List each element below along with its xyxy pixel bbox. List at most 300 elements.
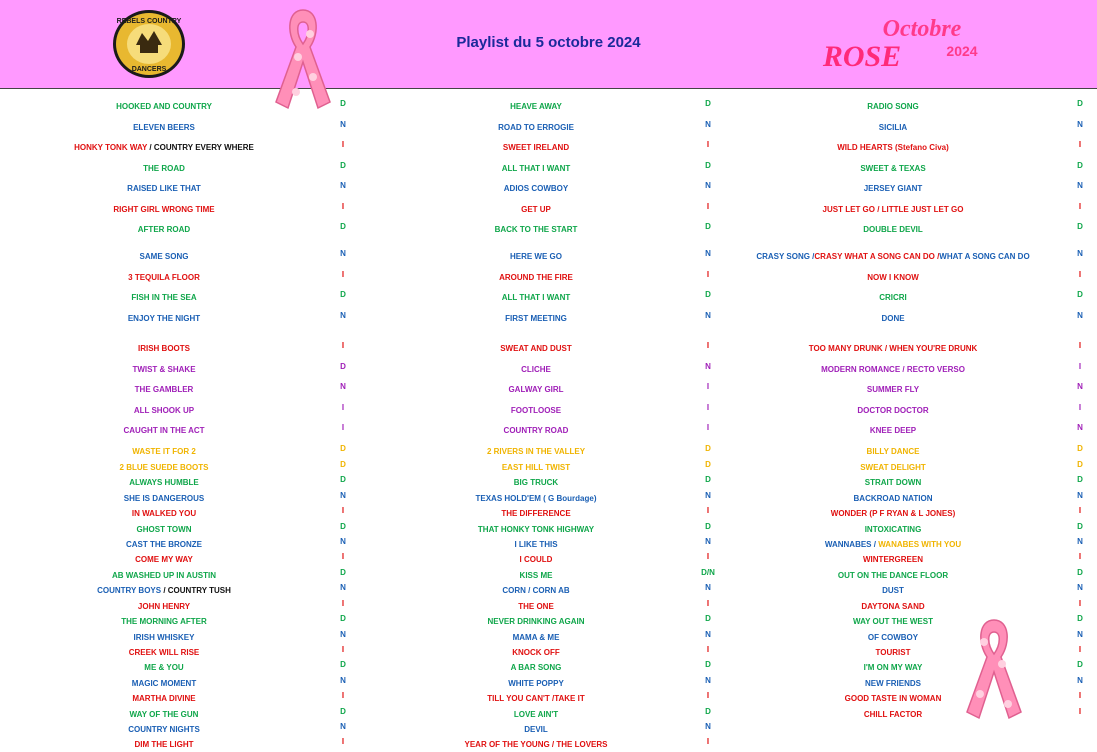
dance-title-col3 bbox=[740, 424, 1046, 438]
playlist-row bbox=[0, 584, 1097, 598]
dance-title-segment: INTOXICATING bbox=[864, 525, 922, 534]
dance-title-segment: MODERN ROMANCE / RECTO VERSO bbox=[821, 365, 965, 374]
dance-title-segment: GHOST TOWN bbox=[136, 525, 192, 534]
dance-title-segment: THE GAMBLER bbox=[134, 385, 194, 394]
level-badge-col3: N bbox=[1077, 120, 1083, 129]
level-badge-col2: N bbox=[705, 722, 711, 731]
dance-title-col1 bbox=[40, 461, 288, 475]
dance-title-segment: ALL THAT I WANT bbox=[501, 164, 571, 173]
level-badge-col3: I bbox=[1078, 691, 1082, 700]
dance-title-segment: COUNTRY NIGHTS bbox=[128, 725, 200, 734]
level-badge-col3: D bbox=[1077, 460, 1083, 469]
dance-title-col1 bbox=[40, 162, 288, 176]
playlist-row bbox=[0, 692, 1097, 706]
level-badge-col1: I bbox=[341, 140, 345, 149]
dance-title-segment: FISH IN THE SEA bbox=[131, 293, 197, 302]
dance-title-col1 bbox=[40, 723, 288, 737]
dance-title-segment: WONDER (P F RYAN & L JONES) bbox=[830, 509, 956, 518]
dance-title-segment: SWEAT DELIGHT bbox=[860, 463, 926, 472]
level-badge-col3: I bbox=[1078, 599, 1082, 608]
level-badge-col2: N bbox=[705, 311, 711, 320]
dance-title-segment: THAT HONKY TONK HIGHWAY bbox=[477, 525, 595, 534]
level-badge-col1: N bbox=[340, 676, 346, 685]
level-badge-col1: I bbox=[341, 645, 345, 654]
level-badge-col2: D bbox=[705, 522, 711, 531]
dance-title-col3 bbox=[740, 182, 1046, 196]
dance-title-col3 bbox=[740, 100, 1046, 114]
dance-title-segment: HERE WE GO bbox=[509, 252, 562, 261]
level-badge-col2: N bbox=[705, 181, 711, 190]
dance-title-segment: GOOD TASTE IN WOMAN bbox=[844, 694, 942, 703]
dance-title-segment: ELEVEN BEERS bbox=[133, 123, 195, 132]
svg-text:2024: 2024 bbox=[946, 43, 978, 59]
level-badge-col1: N bbox=[340, 583, 346, 592]
level-badge-col3: N bbox=[1077, 311, 1083, 320]
level-badge-col1: I bbox=[341, 341, 345, 350]
level-badge-col2: N bbox=[705, 491, 711, 500]
dance-title-segment: BILLY DANCE bbox=[866, 447, 920, 456]
dance-title-segment: WHAT A SONG CAN DO bbox=[939, 252, 1030, 261]
dance-title-col3 bbox=[740, 523, 1046, 537]
level-badge-col3: D bbox=[1077, 290, 1083, 299]
playlist-row bbox=[0, 424, 1097, 438]
dance-title-segment: ME & YOU bbox=[144, 663, 184, 672]
level-badge-col2: D bbox=[705, 290, 711, 299]
dance-title-col2 bbox=[405, 615, 667, 629]
dance-title-col1 bbox=[40, 223, 288, 237]
dance-title-segment: AB WASHED UP IN AUSTIN bbox=[111, 571, 216, 580]
dance-title-col1 bbox=[40, 342, 288, 356]
dance-title-col2 bbox=[405, 404, 667, 418]
level-badge-col2: D bbox=[705, 99, 711, 108]
level-badge-col2: I bbox=[706, 599, 710, 608]
dance-title-segment: YEAR OF THE YOUNG / THE LOVERS bbox=[464, 740, 608, 749]
level-badge-col1: I bbox=[341, 423, 345, 432]
playlist-row bbox=[0, 182, 1097, 196]
dance-title-col2 bbox=[405, 677, 667, 691]
dance-title-col2 bbox=[405, 182, 667, 196]
playlist-row bbox=[0, 203, 1097, 217]
playlist-row bbox=[0, 342, 1097, 356]
dance-title-segment: CORN / CORN AB bbox=[502, 586, 570, 595]
dance-title-col1 bbox=[40, 553, 288, 567]
level-badge-col3: D bbox=[1077, 444, 1083, 453]
level-badge-col2: I bbox=[706, 423, 710, 432]
level-badge-col3: N bbox=[1077, 676, 1083, 685]
level-badge-col3: I bbox=[1078, 202, 1082, 211]
level-badge-col3: I bbox=[1078, 707, 1082, 716]
dance-title-col2 bbox=[405, 569, 667, 583]
dance-title-segment: AFTER ROAD bbox=[137, 225, 191, 234]
dance-title-col1 bbox=[40, 291, 288, 305]
dance-title-segment: / COUNTRY EVERY WHERE bbox=[147, 143, 254, 152]
dance-title-col2 bbox=[405, 383, 667, 397]
dance-title-segment: CHILL FACTOR bbox=[863, 710, 923, 719]
dance-title-col2 bbox=[405, 162, 667, 176]
dance-title-col2 bbox=[405, 492, 667, 506]
dance-title-segment: FIRST MEETING bbox=[505, 314, 567, 323]
dance-title-segment: MARTHA DIVINE bbox=[132, 694, 196, 703]
dance-title-col2 bbox=[405, 631, 667, 645]
dance-title-col3 bbox=[740, 291, 1046, 305]
dance-title-col2 bbox=[405, 708, 667, 722]
dance-title-col2 bbox=[405, 223, 667, 237]
dance-title-segment: THE ONE bbox=[518, 602, 554, 611]
dance-title-segment: BACKROAD NATION bbox=[853, 494, 933, 503]
dance-title-segment: CRASY WHAT A SONG CAN DO / bbox=[814, 252, 940, 261]
dance-title-col1 bbox=[40, 538, 288, 552]
dance-title-col2 bbox=[405, 203, 667, 217]
dance-title-segment: THE ROAD bbox=[143, 164, 185, 173]
dance-title-segment: WANNABES / bbox=[824, 540, 879, 549]
dance-title-col1 bbox=[40, 708, 288, 722]
dance-title-segment: SWEAT AND DUST bbox=[500, 344, 572, 353]
level-badge-col3: I bbox=[1078, 552, 1082, 561]
playlist-row bbox=[0, 615, 1097, 629]
dance-title-segment: DOUBLE DEVIL bbox=[863, 225, 923, 234]
dance-title-segment: KISS ME bbox=[519, 571, 553, 580]
dance-title-segment: 3 TEQUILA FLOOR bbox=[128, 273, 200, 282]
dance-title-segment: LOVE AIN'T bbox=[513, 710, 559, 719]
dance-title-segment: CREEK WILL RISE bbox=[128, 648, 200, 657]
dance-title-segment: SWEET IRELAND bbox=[502, 143, 570, 152]
playlist-row bbox=[0, 507, 1097, 521]
level-badge-col3: N bbox=[1077, 630, 1083, 639]
dance-title-col1 bbox=[40, 507, 288, 521]
dance-title-col3 bbox=[740, 461, 1046, 475]
level-badge-col1: I bbox=[341, 506, 345, 515]
dance-title-col3 bbox=[740, 363, 1046, 377]
level-badge-col3: I bbox=[1078, 341, 1082, 350]
level-badge-col3: N bbox=[1077, 423, 1083, 432]
dance-title-col2 bbox=[405, 584, 667, 598]
dance-title-col2 bbox=[405, 723, 667, 737]
level-badge-col2: D/N bbox=[701, 568, 715, 577]
dance-title-col3 bbox=[740, 203, 1046, 217]
level-badge-col2: N bbox=[705, 676, 711, 685]
dance-title-col2 bbox=[405, 538, 667, 552]
dance-title-segment: DONE bbox=[881, 314, 905, 323]
playlist-row bbox=[0, 291, 1097, 305]
level-badge-col2: D bbox=[705, 222, 711, 231]
dance-title-col2 bbox=[405, 363, 667, 377]
level-badge-col3: I bbox=[1078, 645, 1082, 654]
level-badge-col2: I bbox=[706, 382, 710, 391]
dance-title-segment: BACK TO THE START bbox=[494, 225, 578, 234]
dance-title-segment: A BAR SONG bbox=[510, 663, 562, 672]
dance-title-segment: IN WALKED YOU bbox=[131, 509, 197, 518]
dance-title-col1 bbox=[40, 615, 288, 629]
dance-title-segment: SWEET & TEXAS bbox=[860, 164, 926, 173]
dance-title-segment: COUNTRY ROAD bbox=[503, 426, 569, 435]
dance-title-segment: WANABES WITH YOU bbox=[878, 540, 962, 549]
dance-title-segment: THE DIFFERENCE bbox=[501, 509, 571, 518]
dance-title-segment: NEVER DRINKING AGAIN bbox=[487, 617, 585, 626]
level-badge-col1: N bbox=[340, 630, 346, 639]
level-badge-col2: I bbox=[706, 202, 710, 211]
dance-title-segment: DUST bbox=[882, 586, 904, 595]
dance-title-segment: SUMMER FLY bbox=[866, 385, 920, 394]
level-badge-col1: D bbox=[340, 290, 346, 299]
dance-title-segment: THE MORNING AFTER bbox=[121, 617, 207, 626]
dance-title-segment: EAST HILL TWIST bbox=[501, 463, 571, 472]
dance-title-col2 bbox=[405, 291, 667, 305]
playlist-row bbox=[0, 708, 1097, 722]
level-badge-col3: N bbox=[1077, 249, 1083, 258]
level-badge-col3: N bbox=[1077, 382, 1083, 391]
dance-title-col3 bbox=[740, 312, 1046, 326]
playlist-row bbox=[0, 383, 1097, 397]
dance-title-col1 bbox=[40, 121, 288, 135]
dance-title-col2 bbox=[405, 661, 667, 675]
dance-title-col2 bbox=[405, 141, 667, 155]
dance-title-segment: RADIO SONG bbox=[867, 102, 919, 111]
dance-title-col1 bbox=[40, 492, 288, 506]
level-badge-col2: I bbox=[706, 270, 710, 279]
dance-title-col1 bbox=[40, 312, 288, 326]
dance-title-col1 bbox=[40, 182, 288, 196]
dance-title-segment: DIM THE LIGHT bbox=[134, 740, 194, 749]
dance-title-segment: CAUGHT IN THE ACT bbox=[123, 426, 205, 435]
dance-title-segment: DEVIL bbox=[524, 725, 548, 734]
dance-title-segment: TILL YOU CAN'T /TAKE IT bbox=[487, 694, 585, 703]
dance-title-segment: JOHN HENRY bbox=[137, 602, 191, 611]
level-badge-col1: D bbox=[340, 222, 346, 231]
dance-title-col3 bbox=[740, 342, 1046, 356]
dance-title-col1 bbox=[40, 363, 288, 377]
dance-title-col2 bbox=[405, 507, 667, 521]
dance-title-segment: JUST LET GO / LITTLE JUST LET GO bbox=[822, 205, 964, 214]
playlist-row bbox=[0, 723, 1097, 737]
dance-title-col1 bbox=[40, 141, 288, 155]
playlist-row bbox=[0, 223, 1097, 237]
dance-title-segment: 2 RIVERS IN THE VALLEY bbox=[486, 447, 586, 456]
dance-title-col2 bbox=[405, 271, 667, 285]
level-badge-col1: D bbox=[340, 460, 346, 469]
dance-title-col3 bbox=[740, 553, 1046, 567]
playlist-row bbox=[0, 677, 1097, 691]
dance-title-segment: AROUND THE FIRE bbox=[499, 273, 573, 282]
dance-title-segment: COME MY WAY bbox=[135, 555, 193, 564]
dance-title-col1 bbox=[40, 646, 288, 660]
level-badge-col3: N bbox=[1077, 181, 1083, 190]
dance-title-segment: ALWAYS HUMBLE bbox=[129, 478, 199, 487]
level-badge-col3: I bbox=[1078, 403, 1082, 412]
playlist-row bbox=[0, 476, 1097, 490]
dance-title-col2 bbox=[405, 424, 667, 438]
dance-title-col2 bbox=[405, 738, 667, 752]
level-badge-col2: D bbox=[705, 475, 711, 484]
playlist-grid bbox=[0, 90, 1097, 752]
playlist-row bbox=[0, 523, 1097, 537]
level-badge-col1: D bbox=[340, 522, 346, 531]
level-badge-col3: D bbox=[1077, 475, 1083, 484]
level-badge-col1: I bbox=[341, 691, 345, 700]
level-badge-col3: D bbox=[1077, 614, 1083, 623]
playlist-row bbox=[0, 492, 1097, 506]
dance-title-col2 bbox=[405, 445, 667, 459]
level-badge-col3: N bbox=[1077, 491, 1083, 500]
level-badge-col2: I bbox=[706, 645, 710, 654]
level-badge-col1: N bbox=[340, 249, 346, 258]
level-badge-col1: D bbox=[340, 568, 346, 577]
dance-title-segment: ALL THAT I WANT bbox=[501, 293, 571, 302]
dance-title-segment: DOCTOR DOCTOR bbox=[857, 406, 929, 415]
svg-text:ROSE: ROSE bbox=[822, 40, 902, 72]
level-badge-col1: N bbox=[340, 491, 346, 500]
level-badge-col1: N bbox=[340, 181, 346, 190]
playlist-row bbox=[0, 738, 1097, 752]
svg-text:REBELS COUNTRY: REBELS COUNTRY bbox=[116, 18, 182, 25]
level-badge-col3: I bbox=[1078, 270, 1082, 279]
level-badge-col3: D bbox=[1077, 568, 1083, 577]
dance-title-segment: KNEE DEEP bbox=[869, 426, 917, 435]
dance-title-segment: RAISED LIKE THAT bbox=[127, 184, 201, 193]
dance-title-segment: I'M ON MY WAY bbox=[863, 663, 923, 672]
dance-title-col1 bbox=[40, 523, 288, 537]
level-badge-col3: I bbox=[1078, 362, 1082, 371]
dance-title-col1 bbox=[40, 600, 288, 614]
playlist-row bbox=[0, 461, 1097, 475]
playlist-row bbox=[0, 312, 1097, 326]
dance-title-segment: / COUNTRY TUSH bbox=[161, 586, 231, 595]
dance-title-segment: SHE IS DANGEROUS bbox=[123, 494, 205, 503]
playlist-row bbox=[0, 445, 1097, 459]
level-badge-col2: I bbox=[706, 737, 710, 746]
dance-title-col2 bbox=[405, 523, 667, 537]
dance-title-segment: TWIST & SHAKE bbox=[132, 365, 196, 374]
dance-title-segment: SAME SONG bbox=[139, 252, 189, 261]
dance-title-col3 bbox=[740, 404, 1046, 418]
dance-title-col2 bbox=[405, 646, 667, 660]
dance-title-col2 bbox=[405, 121, 667, 135]
level-badge-col3: D bbox=[1077, 222, 1083, 231]
playlist-row bbox=[0, 631, 1097, 645]
dance-title-segment: IRISH WHISKEY bbox=[133, 633, 195, 642]
dance-title-col3 bbox=[740, 121, 1046, 135]
level-badge-col3: I bbox=[1078, 506, 1082, 515]
level-badge-col1: I bbox=[341, 599, 345, 608]
playlist-row bbox=[0, 121, 1097, 135]
dance-title-col3 bbox=[740, 445, 1046, 459]
dance-title-segment: KNOCK OFF bbox=[512, 648, 560, 657]
level-badge-col1: D bbox=[340, 99, 346, 108]
playlist-row bbox=[0, 100, 1097, 114]
playlist-row bbox=[0, 141, 1097, 155]
dance-title-segment: 2 BLUE SUEDE BOOTS bbox=[119, 463, 209, 472]
level-badge-col1: D bbox=[340, 475, 346, 484]
dance-title-col1 bbox=[40, 271, 288, 285]
level-badge-col2: D bbox=[705, 444, 711, 453]
dance-title-segment: CRICRI bbox=[879, 293, 907, 302]
playlist-row bbox=[0, 250, 1097, 264]
dance-title-segment: HONKY TONK WAY bbox=[74, 143, 148, 152]
dance-title-col3 bbox=[740, 507, 1046, 521]
level-badge-col2: I bbox=[706, 506, 710, 515]
dance-title-segment: COUNTRY BOYS bbox=[97, 586, 162, 595]
playlist-row bbox=[0, 404, 1097, 418]
level-badge-col2: N bbox=[705, 583, 711, 592]
level-badge-col1: D bbox=[340, 707, 346, 716]
level-badge-col2: D bbox=[705, 660, 711, 669]
level-badge-col2: D bbox=[705, 614, 711, 623]
dance-title-col3 bbox=[740, 223, 1046, 237]
level-badge-col2: N bbox=[705, 630, 711, 639]
playlist-row bbox=[0, 661, 1097, 675]
dance-title-segment: WAY OF THE GUN bbox=[129, 710, 199, 719]
dance-title-col2 bbox=[405, 476, 667, 490]
dance-title-col1 bbox=[40, 100, 288, 114]
dance-title-segment: GALWAY GIRL bbox=[508, 385, 564, 394]
dance-title-col2 bbox=[405, 461, 667, 475]
level-badge-col2: D bbox=[705, 707, 711, 716]
level-badge-col2: I bbox=[706, 341, 710, 350]
level-badge-col1: I bbox=[341, 737, 345, 746]
level-badge-col2: I bbox=[706, 552, 710, 561]
level-badge-col1: N bbox=[340, 722, 346, 731]
dance-title-col1 bbox=[40, 569, 288, 583]
svg-text:DANCERS: DANCERS bbox=[131, 66, 167, 73]
dance-title-segment: FOOTLOOSE bbox=[510, 406, 562, 415]
level-badge-col3: D bbox=[1077, 99, 1083, 108]
level-badge-col1: I bbox=[341, 202, 345, 211]
level-badge-col2: N bbox=[705, 537, 711, 546]
level-badge-col1: D bbox=[340, 362, 346, 371]
playlist-row bbox=[0, 363, 1097, 377]
level-badge-col2: I bbox=[706, 403, 710, 412]
dance-title-col1 bbox=[40, 404, 288, 418]
dance-title-segment: HEAVE AWAY bbox=[510, 102, 562, 111]
dance-title-segment: BIG TRUCK bbox=[513, 478, 559, 487]
octobre-rose-logo bbox=[812, 12, 1002, 72]
dance-title-col3 bbox=[740, 383, 1046, 397]
level-badge-col1: D bbox=[340, 614, 346, 623]
dance-title-segment: DAYTONA SAND bbox=[861, 602, 925, 611]
level-badge-col3: N bbox=[1077, 537, 1083, 546]
dance-title-col2 bbox=[405, 342, 667, 356]
dance-title-segment: MAMA & ME bbox=[512, 633, 560, 642]
svg-text:Octobre: Octobre bbox=[882, 16, 962, 42]
dance-title-col3 bbox=[740, 584, 1046, 598]
playlist-row bbox=[0, 553, 1097, 567]
dance-title-col2 bbox=[405, 100, 667, 114]
dance-title-col1 bbox=[40, 203, 288, 217]
dance-title-segment: WILD HEARTS (Stefano Civa) bbox=[837, 143, 949, 152]
level-badge-col1: N bbox=[340, 382, 346, 391]
dance-title-segment: JERSEY GIANT bbox=[863, 184, 923, 193]
dance-title-col3 bbox=[740, 250, 1046, 264]
dance-title-segment: OUT ON THE DANCE FLOOR bbox=[837, 571, 949, 580]
dance-title-col1 bbox=[40, 738, 288, 752]
dance-title-segment: MAGIC MOMENT bbox=[131, 679, 197, 688]
dance-title-col3 bbox=[740, 538, 1046, 552]
dance-title-segment: TEXAS HOLD'EM ( G Bourdage) bbox=[475, 494, 597, 503]
level-badge-col1: I bbox=[341, 270, 345, 279]
level-badge-col1: I bbox=[341, 403, 345, 412]
dance-title-segment: NOW I KNOW bbox=[867, 273, 919, 282]
dance-title-segment: ADIOS COWBOY bbox=[503, 184, 569, 193]
pink-ribbon-icon bbox=[958, 612, 1030, 722]
level-badge-col3: N bbox=[1077, 583, 1083, 592]
dance-title-col1 bbox=[40, 631, 288, 645]
dance-title-segment: OF COWBOY bbox=[867, 633, 919, 642]
playlist-row bbox=[0, 569, 1097, 583]
dance-title-segment: STRAIT DOWN bbox=[864, 478, 922, 487]
dance-title-segment: HOOKED AND COUNTRY bbox=[116, 102, 212, 111]
level-badge-col3: D bbox=[1077, 161, 1083, 170]
dance-title-col1 bbox=[40, 476, 288, 490]
dance-title-col2 bbox=[405, 692, 667, 706]
